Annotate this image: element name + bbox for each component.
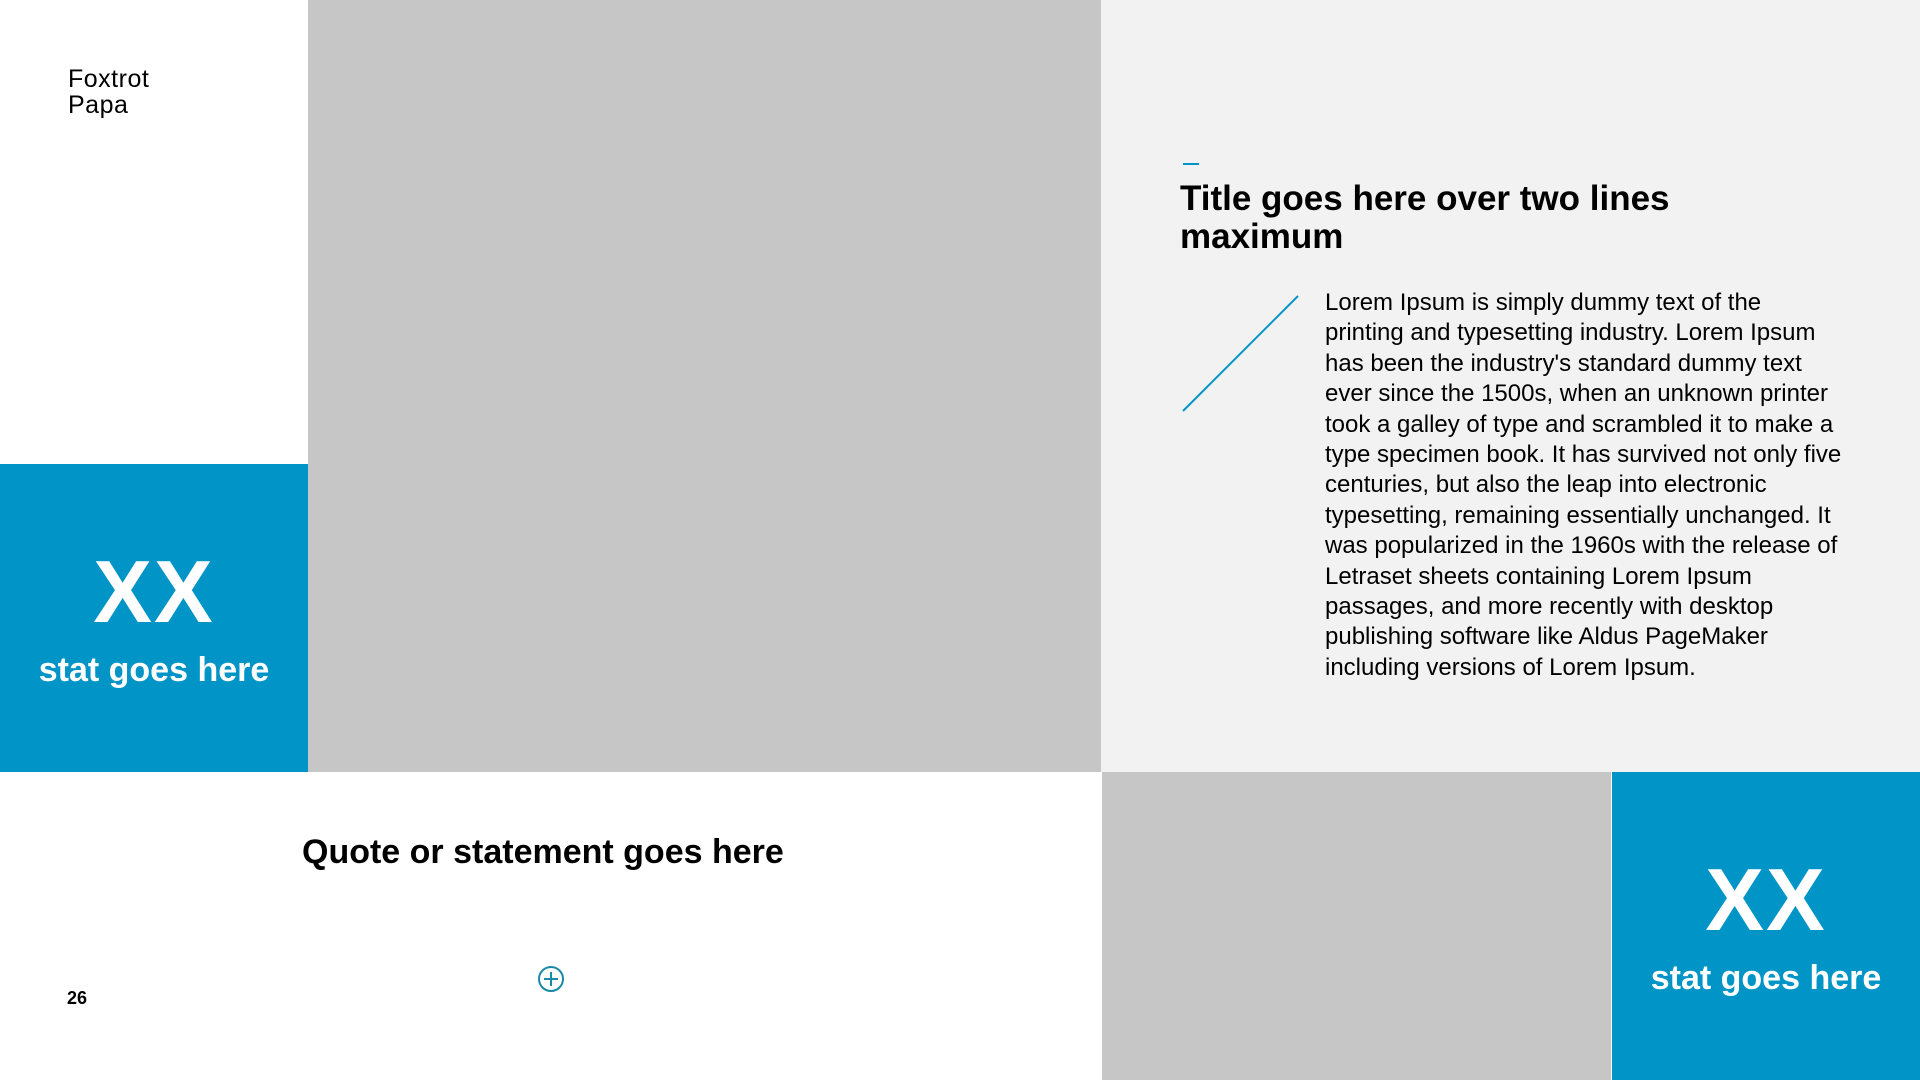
page-number: 26 xyxy=(67,988,88,1008)
slide-title: Title goes here over two lines maximum xyxy=(1180,179,1670,256)
brand-logo xyxy=(68,66,149,118)
image-placeholder-bottom xyxy=(1102,772,1611,1080)
plus-circle-icon[interactable] xyxy=(537,965,565,993)
stat-box-left xyxy=(0,464,308,772)
diagonal-line-icon xyxy=(1180,294,1300,414)
stat-box-right xyxy=(1612,772,1920,1080)
logo-line-1: Foxtrot xyxy=(68,65,150,93)
stat-value: XX xyxy=(93,542,215,641)
stat-label: stat goes here xyxy=(38,651,270,689)
image-placeholder-top xyxy=(308,0,1101,772)
logo-line-2: Papa xyxy=(68,91,129,119)
accent-dash xyxy=(1183,163,1199,165)
quote-text: Quote or statement goes here xyxy=(302,833,784,871)
body-text: Lorem Ipsum is simply dummy text of the printing and typesetting industry. Lorem Ipsum has been the industry's standard dummy text ever since the 1500s, when an unknown printer took a galley of type and scrambled it to make a type specimen book. It has survived not only five centuries, but also the leap into electronic typesetting, remaining essentially unchanged. It was popularized in the 1960s with the release of Letraset sheets containing Lorem Ipsum passages, and more recently with desktop publishing software like Aldus PageMaker including versions of Lorem Ipsum. xyxy=(1325,289,1842,681)
stat-value: XX xyxy=(1705,850,1827,949)
stat-label: stat goes here xyxy=(1650,959,1882,997)
